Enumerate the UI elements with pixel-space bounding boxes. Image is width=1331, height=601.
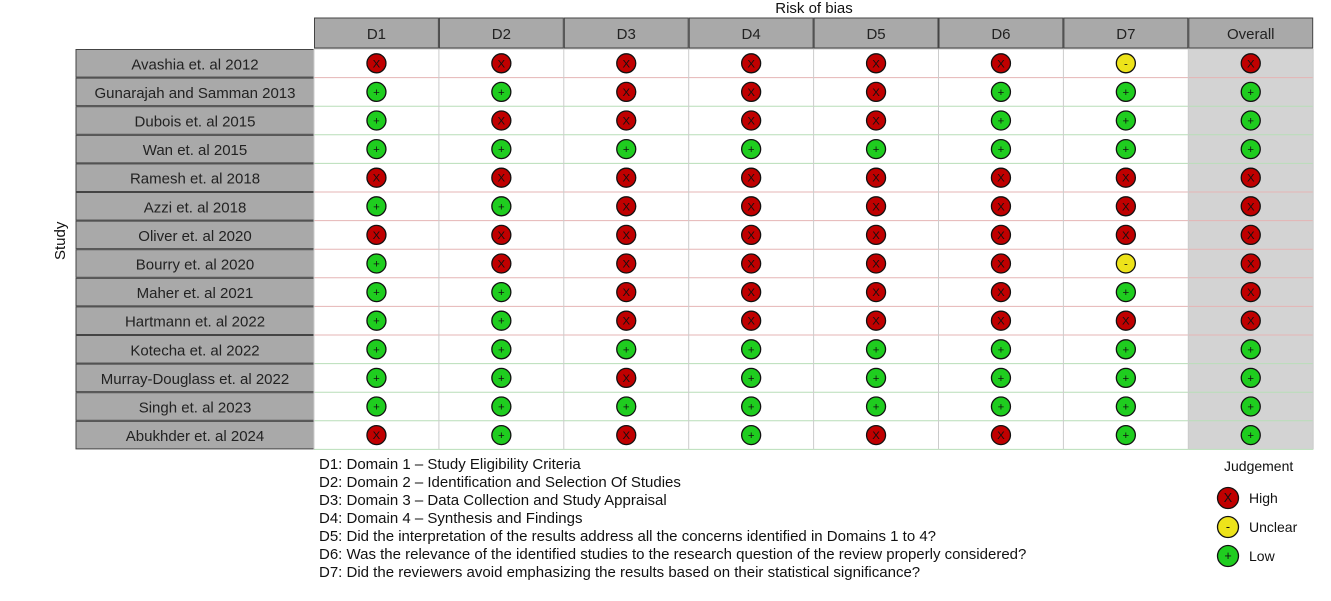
study-row-kotecha-et-al-2022 [76, 336, 1313, 364]
svg-text:X: X [997, 287, 1005, 300]
note-d5: D5: Did the interpretation of the results address all the concerns identified in Domains 1 to 4? [319, 528, 937, 545]
judgement-low-d7 [1116, 140, 1135, 159]
judgement-high-d5 [867, 111, 886, 130]
study-row-hartmann-et-al-2022 [76, 307, 1313, 335]
judgement-high-d3 [617, 168, 636, 187]
judgement-high-d4 [742, 111, 761, 130]
judgement-high-d7 [1116, 225, 1135, 244]
svg-text:X: X [872, 287, 880, 300]
judgement-high-overall [1241, 254, 1260, 273]
study-label: Hartmann et. al 2022 [124, 313, 266, 331]
judgement-low-d1 [367, 283, 386, 302]
judgement-low-d2 [492, 311, 511, 330]
legend-item-high [1216, 483, 1297, 512]
svg-text:X: X [997, 258, 1005, 271]
judgement-low-overall [1241, 397, 1260, 416]
judgement-unclear-d7 [1116, 254, 1135, 273]
judgement-high-d4 [742, 311, 761, 330]
judgement-high-d5 [867, 254, 886, 273]
svg-text:+: + [622, 144, 630, 157]
judgement-high-d2 [492, 225, 511, 244]
judgement-low-d7 [1116, 82, 1135, 101]
svg-text:+: + [1122, 372, 1130, 385]
column-header-d1: D1 [366, 26, 387, 43]
svg-text:+: + [747, 372, 755, 385]
svg-text:+: + [872, 401, 880, 414]
study-label: Murray-Douglass et. al 2022 [100, 370, 290, 388]
svg-text:+: + [997, 372, 1005, 385]
note-d6: D6: Was the relevance of the identified studies to the research question of the review properly considered? [319, 546, 1027, 563]
svg-text:X: X [872, 172, 880, 185]
study-label: Gunarajah and Samman 2013 [94, 84, 296, 102]
judgement-high-d6 [991, 168, 1010, 187]
judgement-low-d4 [742, 426, 761, 445]
study-label: Oliver et. al 2020 [138, 227, 252, 245]
unclear-icon [1216, 515, 1240, 539]
note-d3: D3: Domain 3 – Data Collection and Study Appraisal [319, 492, 667, 509]
svg-text:+: + [997, 401, 1005, 414]
judgement-high-d3 [617, 111, 636, 130]
study-label: Dubois et. al 2015 [134, 113, 256, 131]
study-row-abukhder-et-al-2024 [76, 421, 1313, 449]
note-d2: D2: Domain 2 – Identification and Selection Of Studies [319, 474, 681, 491]
judgement-high-d4 [742, 54, 761, 73]
judgement-low-d1 [367, 140, 386, 159]
study-row-avashia-et-al-2012 [76, 50, 1313, 78]
judgement-low-d4 [742, 397, 761, 416]
svg-text:+: + [622, 401, 630, 414]
legend-label-high: High [1249, 489, 1278, 506]
svg-text:X: X [997, 430, 1005, 443]
svg-text:X: X [622, 229, 631, 242]
svg-text:+: + [747, 144, 755, 157]
judgement-low-d6 [991, 140, 1010, 159]
svg-text:+: + [1122, 144, 1130, 157]
column-header-d6: D6 [991, 26, 1011, 43]
svg-text:+: + [747, 344, 755, 357]
study-row-maher-et-al-2021 [76, 278, 1313, 306]
note-d4: D4: Domain 4 – Synthesis and Findings [319, 510, 583, 527]
svg-text:+: + [1122, 401, 1130, 414]
judgement-high-d3 [617, 197, 636, 216]
svg-text:+: + [1247, 86, 1255, 99]
judgement-high-d4 [742, 283, 761, 302]
study-label: Ramesh et. al 2018 [129, 170, 261, 188]
judgement-low-d5 [867, 368, 886, 387]
svg-text:X: X [372, 229, 381, 242]
study-label: Kotecha et. al 2022 [130, 342, 260, 360]
svg-text:X: X [497, 58, 506, 71]
svg-text:X: X [747, 58, 755, 71]
svg-text:X: X [872, 86, 880, 99]
study-row-bourry-et-al-2020 [76, 250, 1313, 278]
svg-text:X: X [622, 430, 631, 443]
svg-text:+: + [1122, 287, 1130, 300]
judgement-high-d1 [367, 168, 386, 187]
svg-text:+: + [1247, 430, 1255, 443]
svg-text:X: X [497, 258, 506, 271]
svg-text:X: X [1122, 201, 1130, 214]
study-label: Wan et. al 2015 [142, 142, 248, 160]
judgement-low-d1 [367, 397, 386, 416]
svg-text:+: + [997, 86, 1005, 99]
svg-text:X: X [1246, 229, 1255, 242]
study-row-singh-et-al-2023 [76, 393, 1313, 421]
judgement-low-d7 [1116, 397, 1135, 416]
svg-text:+: + [997, 115, 1005, 128]
svg-text:+: + [498, 315, 505, 328]
judgement-high-d6 [991, 197, 1010, 216]
judgement-high-d1 [367, 54, 386, 73]
judgement-high-d3 [617, 82, 636, 101]
svg-text:+: + [1122, 86, 1130, 99]
judgement-high-d5 [867, 168, 886, 187]
study-row-dubois-et-al-2015 [76, 107, 1313, 135]
svg-text:+: + [373, 315, 380, 328]
svg-text:+: + [498, 401, 505, 414]
judgement-high-d6 [991, 426, 1010, 445]
svg-text:X: X [872, 115, 880, 128]
judgement-low-d2 [492, 140, 511, 159]
judgement-low-d2 [492, 283, 511, 302]
judgement-high-d2 [492, 111, 511, 130]
svg-text:+: + [997, 344, 1005, 357]
judgement-low-d1 [367, 368, 386, 387]
svg-text:+: + [997, 144, 1005, 157]
svg-text:X: X [497, 229, 506, 242]
svg-text:X: X [747, 287, 755, 300]
judgement-high-d5 [867, 82, 886, 101]
low-icon [1216, 544, 1240, 568]
judgement-low-d3 [617, 140, 636, 159]
legend-item-unclear [1216, 512, 1297, 541]
judgement-high-overall [1241, 197, 1260, 216]
judgement-low-d1 [367, 111, 386, 130]
svg-text:X: X [372, 58, 381, 71]
judgement-high-d6 [991, 254, 1010, 273]
note-d7: D7: Did the reviewers avoid emphasizing the results based on their statistical significance? [319, 564, 921, 581]
svg-text:X: X [1223, 490, 1233, 505]
column-header-d4: D4 [741, 26, 761, 43]
svg-text:+: + [373, 401, 380, 414]
svg-text:X: X [622, 258, 631, 271]
svg-text:+: + [1247, 144, 1255, 157]
judgement-high-overall [1241, 225, 1260, 244]
svg-text:X: X [1246, 201, 1255, 214]
judgement-high-d5 [867, 197, 886, 216]
judgement-high-d6 [991, 283, 1010, 302]
judgement-low-d5 [867, 397, 886, 416]
svg-text:X: X [997, 172, 1005, 185]
judgement-low-d1 [367, 311, 386, 330]
svg-text:X: X [872, 229, 880, 242]
judgement-high-d2 [492, 168, 511, 187]
svg-text:+: + [498, 86, 505, 99]
svg-text:+: + [747, 401, 755, 414]
study-label: Avashia et. al 2012 [131, 56, 259, 74]
svg-text:+: + [1224, 548, 1232, 563]
judgement-low-overall [1241, 368, 1260, 387]
svg-text:+: + [872, 372, 880, 385]
judgement-high-d5 [867, 311, 886, 330]
svg-text:+: + [498, 201, 505, 214]
judgement-high-d3 [617, 283, 636, 302]
judgement-low-d2 [492, 197, 511, 216]
svg-text:X: X [872, 430, 880, 443]
judgement-high-overall [1241, 311, 1260, 330]
judgement-high-d4 [742, 254, 761, 273]
judgement-low-d6 [991, 397, 1010, 416]
svg-text:X: X [622, 58, 631, 71]
svg-text:+: + [373, 86, 380, 99]
svg-text:X: X [622, 172, 631, 185]
svg-text:X: X [1122, 229, 1130, 242]
y-axis-label: Study [52, 221, 69, 260]
svg-text:-: - [1123, 58, 1128, 71]
chart-title: Risk of bias [775, 0, 853, 17]
svg-text:X: X [747, 172, 755, 185]
svg-text:X: X [872, 58, 880, 71]
svg-text:X: X [622, 201, 631, 214]
svg-text:+: + [498, 430, 505, 443]
svg-text:X: X [747, 258, 755, 271]
judgement-high-d7 [1116, 311, 1135, 330]
legend [1216, 458, 1297, 570]
svg-text:X: X [497, 115, 506, 128]
judgement-high-d2 [492, 254, 511, 273]
svg-text:X: X [997, 58, 1005, 71]
judgement-high-overall [1241, 168, 1260, 187]
svg-text:+: + [1122, 344, 1130, 357]
study-row-oliver-et-al-2020 [76, 221, 1313, 249]
judgement-high-d6 [991, 225, 1010, 244]
legend-item-low [1216, 541, 1297, 570]
judgement-high-d6 [991, 54, 1010, 73]
judgement-low-d1 [367, 82, 386, 101]
judgement-low-d4 [742, 368, 761, 387]
study-row-ramesh-et-al-2018 [76, 164, 1313, 192]
judgement-low-d6 [991, 340, 1010, 359]
judgement-low-d2 [492, 368, 511, 387]
svg-text:X: X [747, 315, 755, 328]
svg-text:X: X [747, 115, 755, 128]
svg-text:X: X [1122, 315, 1130, 328]
svg-text:X: X [997, 229, 1005, 242]
svg-text:+: + [872, 344, 880, 357]
judgement-high-d1 [367, 225, 386, 244]
judgement-low-d1 [367, 197, 386, 216]
note-d1: D1: Domain 1 – Study Eligibility Criteria [319, 456, 581, 473]
svg-text:+: + [373, 287, 380, 300]
svg-text:X: X [1246, 258, 1255, 271]
svg-text:X: X [747, 229, 755, 242]
study-label: Singh et. al 2023 [138, 399, 252, 417]
judgement-low-d4 [742, 140, 761, 159]
svg-text:X: X [997, 201, 1005, 214]
judgement-low-d2 [492, 397, 511, 416]
judgement-high-d2 [492, 54, 511, 73]
svg-text:+: + [622, 344, 630, 357]
judgement-high-overall [1241, 54, 1260, 73]
svg-text:+: + [373, 344, 380, 357]
svg-text:+: + [1122, 430, 1130, 443]
svg-text:X: X [747, 201, 755, 214]
svg-text:X: X [1246, 172, 1255, 185]
svg-text:-: - [1225, 519, 1231, 534]
svg-text:-: - [1123, 258, 1128, 271]
svg-text:+: + [498, 344, 505, 357]
judgement-high-d3 [617, 54, 636, 73]
svg-text:+: + [373, 201, 380, 214]
column-header-d7: D7 [1116, 26, 1136, 43]
study-row-azzi-et-al-2018 [76, 193, 1313, 221]
judgement-unclear-d7 [1116, 54, 1135, 73]
column-header-overall: Overall [1226, 26, 1275, 43]
svg-text:X: X [1122, 172, 1130, 185]
svg-text:X: X [372, 430, 381, 443]
judgement-high-d7 [1116, 168, 1135, 187]
legend-label-low: Low [1249, 547, 1275, 564]
svg-text:+: + [373, 115, 380, 128]
judgement-high-d3 [617, 225, 636, 244]
judgement-high-overall [1241, 283, 1260, 302]
judgement-high-d1 [367, 426, 386, 445]
judgement-high-d4 [742, 197, 761, 216]
study-row-gunarajah-and-samman-2013 [76, 78, 1313, 106]
svg-text:+: + [872, 144, 880, 157]
svg-text:+: + [1122, 115, 1130, 128]
judgement-high-d7 [1116, 197, 1135, 216]
svg-text:X: X [872, 258, 880, 271]
svg-text:+: + [373, 372, 380, 385]
judgement-low-d6 [991, 82, 1010, 101]
study-row-wan-et-al-2015 [76, 135, 1313, 163]
judgement-low-d1 [367, 340, 386, 359]
svg-text:+: + [498, 287, 505, 300]
svg-text:+: + [1247, 344, 1255, 357]
judgement-low-overall [1241, 82, 1260, 101]
judgement-high-d4 [742, 225, 761, 244]
judgement-low-d6 [991, 368, 1010, 387]
judgement-high-d3 [617, 368, 636, 387]
svg-text:X: X [997, 315, 1005, 328]
svg-text:X: X [622, 115, 631, 128]
svg-text:X: X [622, 86, 631, 99]
svg-text:X: X [1246, 287, 1255, 300]
study-row-murray-douglass-et-al-2022 [76, 364, 1313, 392]
svg-text:X: X [497, 172, 506, 185]
judgement-low-d3 [617, 397, 636, 416]
study-label: Abukhder et. al 2024 [125, 428, 265, 446]
judgement-low-d2 [492, 340, 511, 359]
svg-text:X: X [1246, 315, 1255, 328]
judgement-low-d7 [1116, 368, 1135, 387]
judgement-low-overall [1241, 140, 1260, 159]
judgement-low-overall [1241, 111, 1260, 130]
judgement-high-d5 [867, 54, 886, 73]
judgement-low-d7 [1116, 283, 1135, 302]
column-header-d2: D2 [491, 26, 511, 43]
legend-title: Judgement [1224, 458, 1294, 474]
judgement-low-d7 [1116, 426, 1135, 445]
column-header-d3: D3 [616, 26, 636, 43]
svg-text:+: + [1247, 401, 1255, 414]
judgement-high-d6 [991, 311, 1010, 330]
study-label: Bourry et. al 2020 [135, 256, 255, 274]
judgement-high-d5 [867, 426, 886, 445]
judgement-low-d4 [742, 340, 761, 359]
judgement-low-d2 [492, 426, 511, 445]
svg-text:+: + [747, 430, 755, 443]
svg-text:X: X [622, 287, 631, 300]
svg-text:X: X [372, 172, 381, 185]
svg-text:+: + [1247, 115, 1255, 128]
judgement-low-d7 [1116, 111, 1135, 130]
study-label: Azzi et. al 2018 [143, 199, 247, 217]
svg-text:+: + [1247, 372, 1255, 385]
judgement-low-d3 [617, 340, 636, 359]
legend-label-unclear: Unclear [1249, 518, 1298, 535]
high-icon [1216, 486, 1240, 510]
judgement-high-d3 [617, 254, 636, 273]
svg-text:X: X [872, 315, 880, 328]
judgement-low-d1 [367, 254, 386, 273]
svg-text:+: + [373, 258, 380, 271]
judgement-low-d5 [867, 340, 886, 359]
judgement-low-d6 [991, 111, 1010, 130]
study-label: Maher et. al 2021 [136, 285, 254, 303]
judgement-low-d5 [867, 140, 886, 159]
judgement-low-d2 [492, 82, 511, 101]
judgement-high-d4 [742, 168, 761, 187]
judgement-low-d7 [1116, 340, 1135, 359]
judgement-high-d4 [742, 82, 761, 101]
judgement-high-d5 [867, 225, 886, 244]
column-header-d5: D5 [866, 26, 886, 43]
svg-text:+: + [373, 144, 380, 157]
domain-notes [319, 456, 1026, 582]
judgement-low-overall [1241, 340, 1260, 359]
svg-text:X: X [872, 201, 880, 214]
svg-text:+: + [498, 372, 505, 385]
judgement-high-d3 [617, 426, 636, 445]
svg-text:X: X [1246, 58, 1255, 71]
svg-text:+: + [498, 144, 505, 157]
judgement-high-d3 [617, 311, 636, 330]
svg-text:X: X [622, 315, 631, 328]
svg-text:X: X [747, 86, 755, 99]
judgement-low-overall [1241, 426, 1260, 445]
judgement-high-d5 [867, 283, 886, 302]
svg-text:X: X [622, 372, 631, 385]
